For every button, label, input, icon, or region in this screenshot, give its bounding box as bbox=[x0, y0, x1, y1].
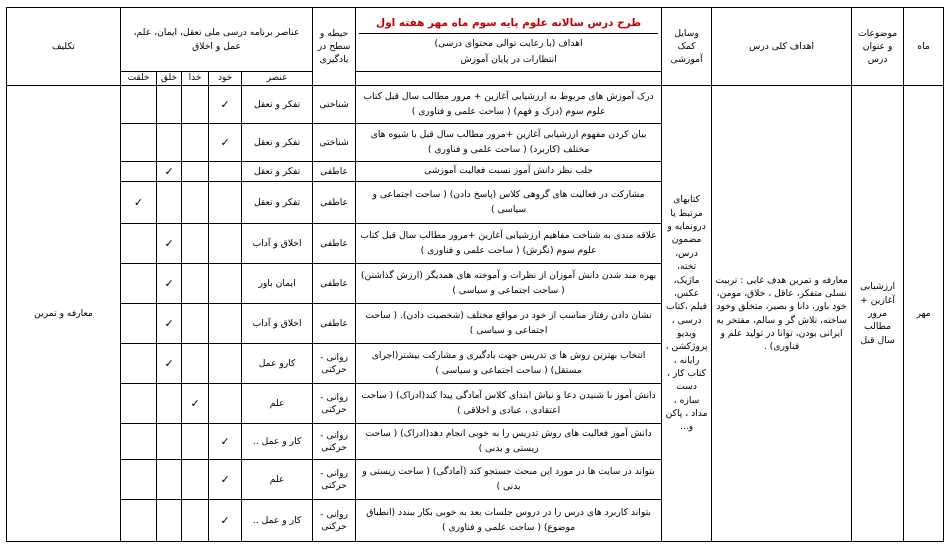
objectives-header: اهداف (با رعایت توالی محتوای درسی) bbox=[434, 37, 583, 49]
checkmark-icon: ✓ bbox=[220, 473, 230, 487]
self-check-cell bbox=[209, 264, 242, 304]
element-header: عنصر bbox=[242, 72, 313, 86]
assignment-cell: معارفه و تمرین bbox=[7, 86, 121, 542]
god-check-cell bbox=[182, 304, 209, 344]
creatures-check-cell bbox=[121, 384, 157, 424]
god-header: خدا bbox=[182, 72, 209, 86]
lesson-plan-table bbox=[6, 7, 944, 542]
element-cell: تفکر و تعقل bbox=[242, 86, 313, 124]
creatures-check-cell bbox=[121, 344, 157, 384]
checkmark-icon: ✓ bbox=[220, 136, 230, 150]
god-check-cell bbox=[182, 264, 209, 304]
creation-check-cell bbox=[157, 384, 182, 424]
goal-cell: انتخاب بهترین روش ها ی تدریس جهت یادگیری و مشارکت بیشتر(اجرای مستقل) ( ساحت اجتماعی و سیاسی ) bbox=[356, 344, 662, 384]
table-row bbox=[7, 86, 944, 124]
assignment-header: تکلیف bbox=[7, 8, 121, 86]
month-cell: مهر bbox=[904, 86, 944, 542]
creatures-check-cell bbox=[121, 86, 157, 124]
plan-body bbox=[7, 86, 944, 542]
creatures-check-cell bbox=[121, 124, 157, 162]
element-cell: تفکر و تعقل bbox=[242, 182, 313, 224]
creation-check-cell bbox=[157, 460, 182, 500]
god-check-cell bbox=[182, 500, 209, 542]
checkmark-icon: ✓ bbox=[133, 196, 144, 210]
element-cell: علم bbox=[242, 384, 313, 424]
creation-check-cell bbox=[157, 124, 182, 162]
domain-cell: عاطفی bbox=[313, 162, 356, 182]
media-header: وسایل کمک آموزشی bbox=[662, 8, 712, 86]
creation-header: خلق bbox=[157, 72, 182, 86]
domain-cell: عاطفی bbox=[313, 304, 356, 344]
month-header: ماه bbox=[904, 8, 944, 86]
creatures-check-cell bbox=[121, 500, 157, 542]
domain-cell: روانی - حرکتی bbox=[313, 424, 356, 460]
creatures-check-cell bbox=[121, 182, 157, 224]
self-check-cell bbox=[209, 424, 242, 460]
general-goals-cell: معارفه و تمرین هدف غایی : تربیت نسلی متفکر، عاقل ، خلاق، مومن، خود باور، دانا و بصیر، متخلق وخود ساخته، تلاش گر و سالم، مفتخر به ایرانی بودن، توانا در تولید علم و فناوری) . bbox=[712, 86, 852, 542]
self-check-cell bbox=[209, 86, 242, 124]
domain-level-header: حیطه و سطح در یادگیری bbox=[313, 8, 356, 86]
god-check-cell bbox=[182, 384, 209, 424]
element-cell: کار و عمل .. bbox=[242, 500, 313, 542]
goal-cell: درک آموزش های مربوط به ارزشیابی آغازین + مرور مطالب سال قبل کتاب علوم سوم (درک و فهم) ( ساحت علمی و فناوری ) bbox=[356, 86, 662, 124]
objectives-subheader bbox=[356, 72, 662, 86]
self-check-cell bbox=[209, 124, 242, 162]
goal-cell: بهره مند شدن دانش آموزان از نظرات و آموخته های همدیگر (ارزش گذاشتن) ( ساحت اجتماعی و سیاسی ) bbox=[356, 264, 662, 304]
goal-cell: جلب نظر دانش آموز نسبت فعالیت آموزشی bbox=[356, 162, 662, 182]
goal-cell: بتواند کاربرد های درس را در دروس جلسات بعد به خوبی بکار ببندد (انطباق موضوع) ( ساحت علمی و فناوری ) bbox=[356, 500, 662, 542]
checkmark-icon: ✓ bbox=[220, 435, 230, 449]
creation-check-cell bbox=[157, 224, 182, 264]
goal-cell: علاقه مندی به شناخت مفاهیم ارزشیابی آغازین +مرور مطالب سال قبل کتاب علوم سوم (نگرش) ( ساحت علمی و فناوری ) bbox=[356, 224, 662, 264]
god-check-cell bbox=[182, 344, 209, 384]
domain-cell: عاطفی bbox=[313, 182, 356, 224]
creatures-check-cell bbox=[121, 460, 157, 500]
checkmark-icon: ✓ bbox=[164, 357, 174, 371]
creatures-check-cell bbox=[121, 224, 157, 264]
creatures-check-cell bbox=[121, 162, 157, 182]
goal-cell: دانش آموز با شنیدن دعا و نیاش ابتدای کلاس آمادگی پیدا کند(ادراک) ( ساحت اعتقادی ، عبادی و اخلاقی ) bbox=[356, 384, 662, 424]
goal-cell: نشان دادن رفتار مناسب از خود در مواقع مختلف (شخصیت دادن). ( ساحت اجتماعی و سیاسی ) bbox=[356, 304, 662, 344]
self-check-cell bbox=[209, 460, 242, 500]
checkmark-icon: ✓ bbox=[220, 98, 230, 112]
creation-check-cell bbox=[157, 162, 182, 182]
self-check-cell bbox=[209, 384, 242, 424]
domain-cell: روانی - حرکتی bbox=[313, 384, 356, 424]
god-check-cell bbox=[182, 86, 209, 124]
topic-cell: ارزشیابی آغازین + مرور مطالب سال قبل bbox=[852, 86, 904, 542]
domain-cell: عاطفی bbox=[313, 224, 356, 264]
domain-cell: روانی - حرکتی bbox=[313, 500, 356, 542]
creation-check-cell bbox=[157, 500, 182, 542]
checkmark-icon: ✓ bbox=[164, 237, 174, 251]
god-check-cell bbox=[182, 124, 209, 162]
goal-cell: بیان کردن مفهوم ارزشیابی آغازین +مرور مطالب سال قبل با شیوه های مختلف (کاربرد) ( ساحت علمی و فناوری ) bbox=[356, 124, 662, 162]
creation-check-cell bbox=[157, 424, 182, 460]
goal-cell: دانش آموز فعالیت های روش تدریس را به خوبی انجام دهد(ادراک) ( ساحت زیستی و بدنی ) bbox=[356, 424, 662, 460]
checkmark-icon: ✓ bbox=[220, 514, 230, 528]
god-check-cell bbox=[182, 224, 209, 264]
element-cell: تفکر و تعقل bbox=[242, 124, 313, 162]
creation-check-cell bbox=[157, 86, 182, 124]
domain-cell: شناختی bbox=[313, 124, 356, 162]
expectations-header: انتظارات در پایان آموزش bbox=[460, 54, 557, 66]
general-goals-header: اهداف کلی درس bbox=[712, 8, 852, 86]
creation-check-cell bbox=[157, 344, 182, 384]
self-check-cell bbox=[209, 304, 242, 344]
creatures-check-cell bbox=[121, 264, 157, 304]
page-title: طرح درس سالانه علوم پایه سوم ماه مهر هفته اول bbox=[359, 13, 658, 34]
element-cell: علم bbox=[242, 460, 313, 500]
creation-check-cell bbox=[157, 182, 182, 224]
domain-cell: روانی - حرکتی bbox=[313, 344, 356, 384]
checkmark-icon: ✓ bbox=[164, 317, 174, 331]
element-cell: اخلاق و آداب bbox=[242, 304, 313, 344]
element-cell: تفکر و تعقل bbox=[242, 162, 313, 182]
goal-cell: مشارکت در فعالیت های گروهی کلاس (پاسخ دادن) ( ساحت اجتماعی و سیاسی ) bbox=[356, 182, 662, 224]
god-check-cell bbox=[182, 460, 209, 500]
self-check-cell bbox=[209, 224, 242, 264]
element-cell: ایمان باور bbox=[242, 264, 313, 304]
creatures-header: خلقت bbox=[121, 72, 157, 86]
creation-check-cell bbox=[157, 264, 182, 304]
self-check-cell bbox=[209, 344, 242, 384]
checkmark-icon: ✓ bbox=[190, 397, 200, 411]
checkmark-icon: ✓ bbox=[164, 165, 174, 179]
media-cell: کتابهای مرتبط یا درونمایه و مضمون درس، تخته، ماژیک، عکس، فیلم ،کتاب درسی ، ویدیو پروژکشن ، رایانه ، کتاب کار ، دست سازه ، مداد ، پاکن و... bbox=[662, 86, 712, 542]
topics-header: موضوعات و عنوان درس bbox=[852, 8, 904, 86]
domain-cell: عاطفی bbox=[313, 264, 356, 304]
values-program-header: عناصر برنامه درسی ملی تعقل، ایمان، علم، عمل و اخلاق bbox=[121, 8, 313, 72]
element-cell: اخلاق و آداب bbox=[242, 224, 313, 264]
title-cell bbox=[356, 8, 662, 72]
element-cell: کارو عمل bbox=[242, 344, 313, 384]
element-cell: کار و عمل .. bbox=[242, 424, 313, 460]
self-check-cell bbox=[209, 500, 242, 542]
god-check-cell bbox=[182, 424, 209, 460]
self-check-cell bbox=[209, 182, 242, 224]
self-check-cell bbox=[209, 162, 242, 182]
self-header: خود bbox=[209, 72, 242, 86]
god-check-cell bbox=[182, 182, 209, 224]
god-check-cell bbox=[182, 162, 209, 182]
creatures-check-cell bbox=[121, 424, 157, 460]
checkmark-icon: ✓ bbox=[164, 277, 174, 291]
goal-cell: بتواند در سایت ها در مورد این مبحث جستجو کند (آمادگی) ( ساحت زیستی و بدنی ) bbox=[356, 460, 662, 500]
creation-check-cell bbox=[157, 304, 182, 344]
creatures-check-cell bbox=[121, 304, 157, 344]
domain-cell: شناختی bbox=[313, 86, 356, 124]
domain-cell: روانی - حرکتی bbox=[313, 460, 356, 500]
